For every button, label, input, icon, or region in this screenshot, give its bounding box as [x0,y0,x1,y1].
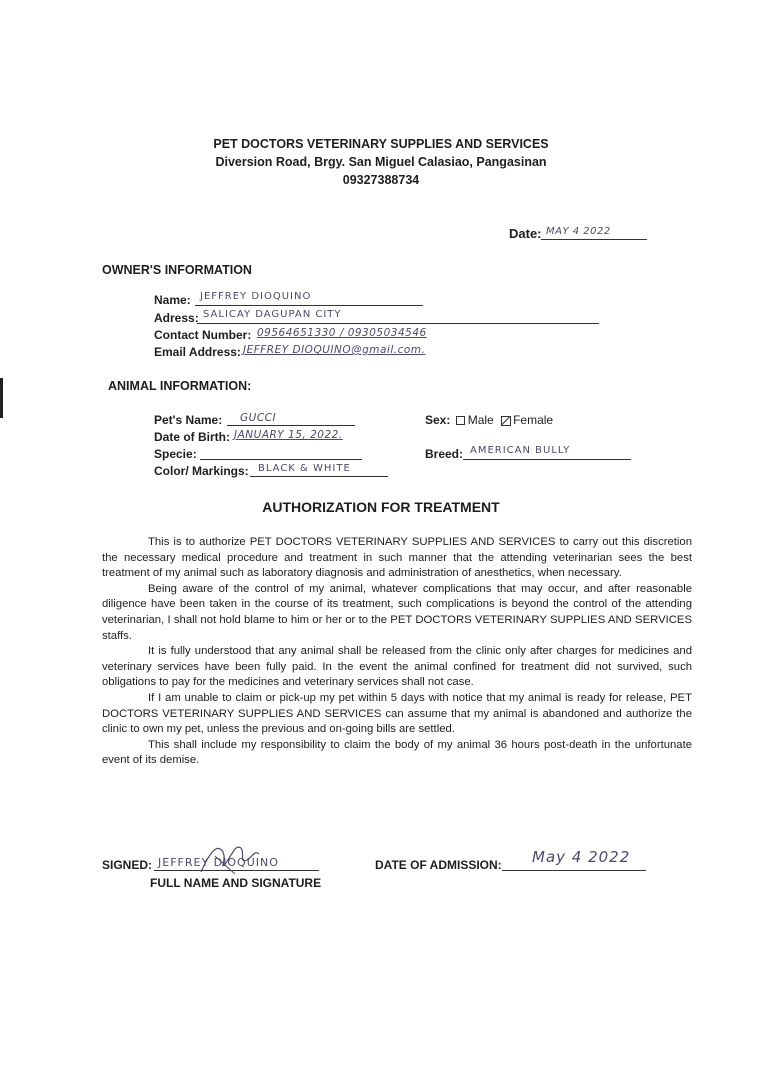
sex-label-text: Sex: [425,413,451,427]
owner-address-label: Adress: [154,311,199,325]
breed-line [463,459,631,460]
pet-name-label: Pet's Name: [154,413,223,427]
signature-scribble-icon [195,834,265,878]
breed-value: AMERICAN BULLY [470,445,571,456]
signed-label: SIGNED: [102,858,153,872]
owner-contact-label: Contact Number: [154,328,252,342]
color-label: Color/ Markings: [154,464,249,478]
sex-female-text: Female [513,413,554,427]
date-label: Date: [509,226,542,241]
animal-heading: ANIMAL INFORMATION: [108,379,252,393]
authorization-paragraph-2: Being aware of the control of my animal, whatever complications that may occur, and after reasonable diligence have been taken in the course of its treatment, such complications is beyond the control of the attending veterinarian, I shall not hold blame to him or her or to the PET DOCTORS VETERINARY SUPPLIES AND SERVICES staffs. [102,582,692,642]
owner-address-value: SALICAY DAGUPAN CITY [203,309,342,320]
owner-email-label: Email Address: [154,345,241,359]
owner-name-label: Name: [154,293,191,307]
owner-name-line [195,305,423,306]
owner-heading: OWNER'S INFORMATION [102,263,252,277]
breed-label: Breed: [425,447,464,461]
date-value: MAY 4 2022 [546,226,611,237]
sex-label [425,413,553,427]
scan-edge-mark [0,378,3,418]
pet-name-line [227,425,355,426]
dob-value: JANUARY 15, 2022. [234,429,343,441]
authorization-body [102,535,692,769]
authorization-paragraph-1: This is to authorize PET DOCTORS VETERINARY SUPPLIES AND SERVICES to carry out this discretion the necessary medical procedure and treatment in such manner that the attending veterinarian sees the best treatment of my animal such as laboratory diagnosis and administration of anesthetics, when necessary. [102,536,692,580]
admission-value: May 4 2022 [532,848,631,866]
authorization-title: AUTHORIZATION FOR TREATMENT [262,499,500,515]
owner-email-value: JEFFREY DIOQUINO@gmail.com. [243,344,426,356]
owner-contact-value: 09564651330 / 09305034546 [257,327,427,339]
owner-name-value: JEFFREY DIOQUINO [200,291,312,302]
specie-line [200,459,362,460]
admission-label: DATE OF ADMISSION: [375,858,502,872]
admission-line [502,870,646,871]
date-line [541,239,647,240]
specie-label: Specie: [154,447,197,461]
authorization-paragraph-5: This shall include my responsibility to claim the body of my animal 36 hours post-death in the unfortunate event of its demise. [102,738,692,767]
color-line [250,476,388,477]
color-value: BLACK & WHITE [258,463,351,474]
signature-caption: FULL NAME AND SIGNATURE [150,876,322,890]
sex-male-text: Male [467,413,494,427]
dob-label: Date of Birth: [154,430,230,444]
company-phone: 09327388734 [342,173,420,187]
owner-address-line [197,323,599,324]
company-name: PET DOCTORS VETERINARY SUPPLIES AND SERVICES [213,137,549,151]
sex-male-checkbox[interactable] [456,416,465,425]
pet-name-value: GUCCI [240,412,277,424]
authorization-paragraph-3: It is fully understood that any animal shall be released from the clinic only after charges for medicines and veterinary services have been fully paid. In the event the animal confined for treatment did not survived, such obligations to pay for the medicines and veterinary services shall not case. [102,645,692,689]
sex-female-checkbox-checked[interactable] [501,416,511,426]
company-address: Diversion Road, Brgy. San Miguel Calasiao, Pangasinan [215,155,547,169]
signed-value: JEFFREY DIOQUINO [158,856,279,869]
authorization-paragraph-4: If I am unable to claim or pick-up my pet within 5 days with notice that my animal is ready for release, PET DOCTORS VETERINARY SUPPLIES AND SERVICES can assume that my animal is abandoned and authorize the clinic to own my pet, unless the previous and on-going bills are settled. [102,691,692,736]
